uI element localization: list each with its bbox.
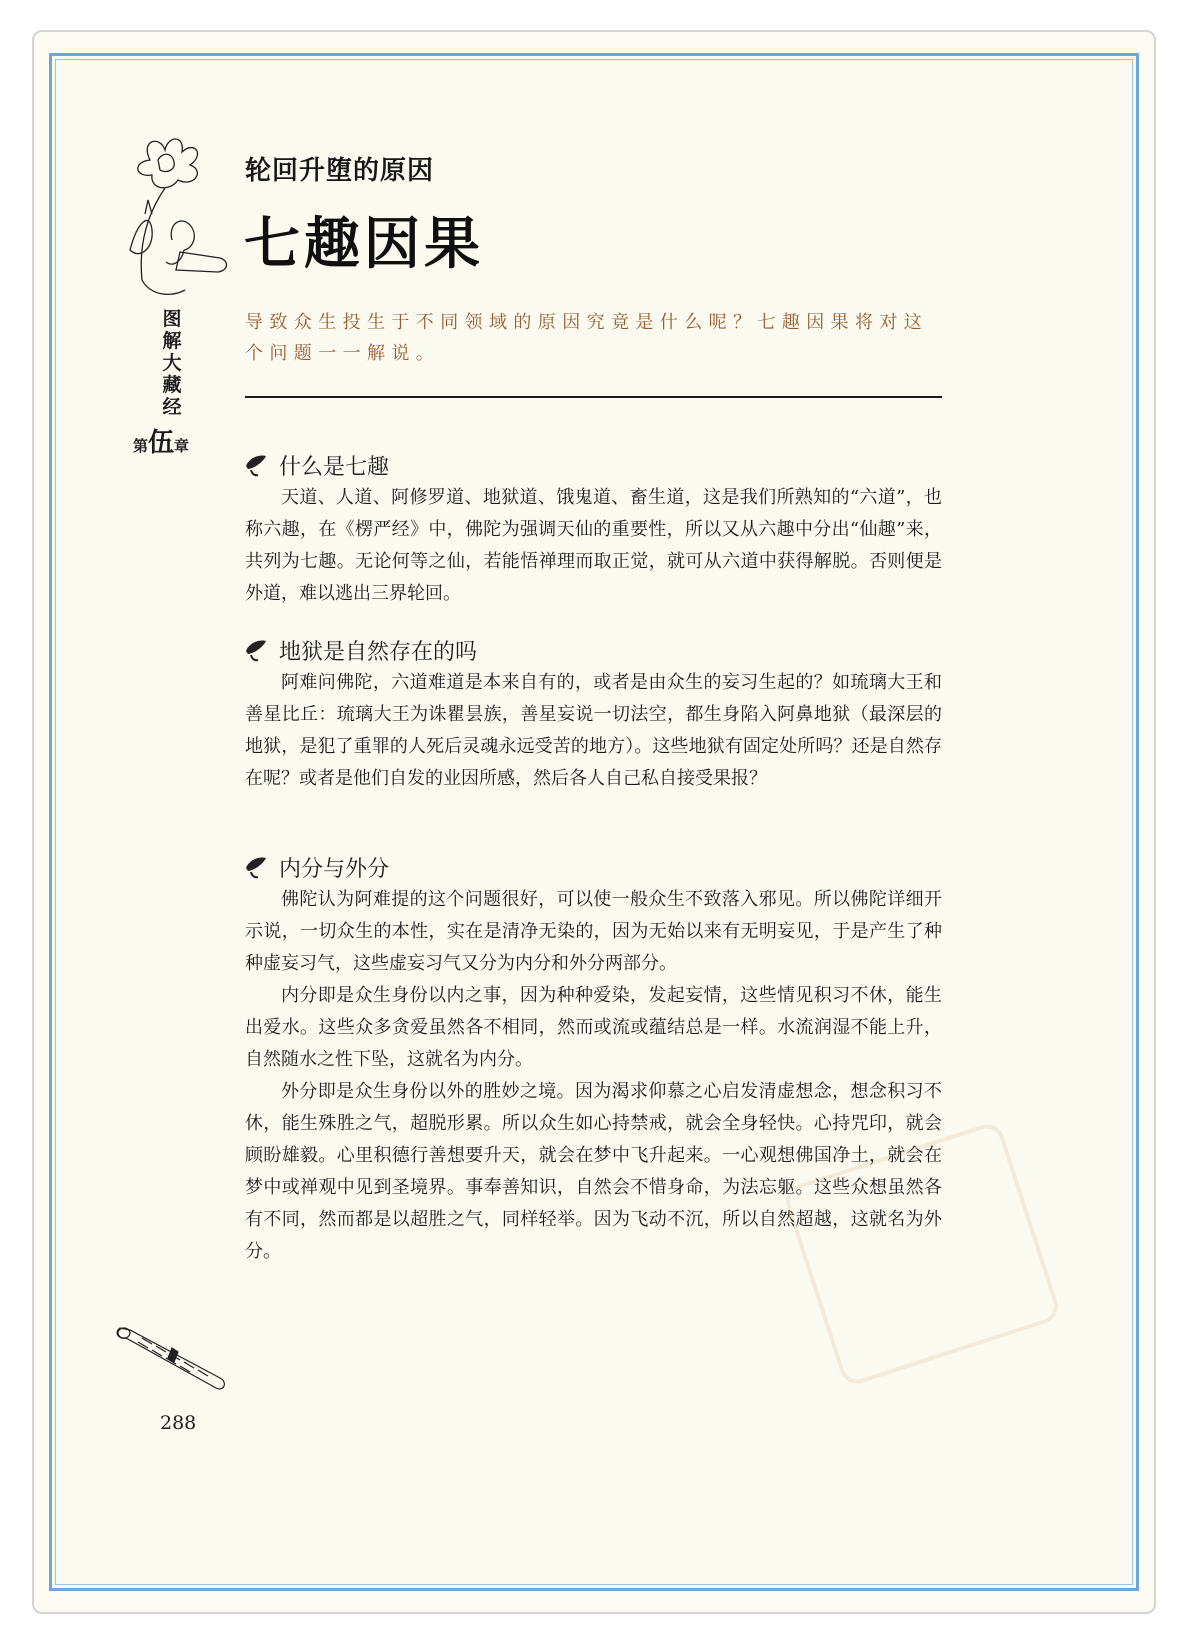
section-heading-text: 什么是七趣 [279, 454, 390, 480]
section-heading-what-is-seven-destinies [243, 449, 389, 481]
page-number: 288 [160, 1412, 197, 1434]
brush-icon [243, 452, 269, 478]
paragraph: 阿难问佛陀，六道难道是本来自有的，或者是由众生的妄习生起的？如琉璃大王和善星比丘：琉璃大王为诛瞿昙族，善星妄说一切法空，都生身陷入阿鼻地狱（最深层的地狱，是犯了重罪的人死后灵魂永远受苦的地方）。这些地狱有固定处所吗？还是自然存在呢？或者是他们自发的业因所感，然后各人自己私自接受果报？ [245, 672, 942, 789]
section-heading-inner-outer [243, 851, 389, 883]
chapter-tag: 第伍章 [133, 428, 190, 458]
paragraph: 外分即是众生身份以外的胜妙之境。因为渴求仰慕之心启发清虚想念，想念积习不休，能生殊胜之气，超脱形累。所以众生如心持禁戒，就会全身轻快。心持咒印，就会顾盼雄毅。心里积德行善想要升天，就会在梦中飞升起来。一心观想佛国净土，就会在梦中或禅观中见到圣境界。事奉善知识，自然会不惜身命，为法忘躯。这些众想虽然各有不同，然而都是以超胜之气，同样轻举。因为飞动不沉，所以自然超越，这就名为外分。 [245, 1081, 942, 1262]
paragraph: 天道、人道、阿修罗道、地狱道、饿鬼道、畜生道，这是我们所熟知的“六道”，也称六趣，在《楞严经》中，佛陀为强调天仙的重要性，所以又从六趣中分出“仙趣”来，共列为七趣。无论何等之仙，若能悟禅理而取正觉，就可从六道中获得解脱。否则便是外道，难以逃出三界轮回。 [245, 487, 942, 604]
section-body [245, 482, 942, 610]
section-heading-is-hell-natural [243, 634, 477, 666]
paragraph: 内分即是众生身份以内之事，因为种种爱染，发起妄情，这些情见积习不休，能生出爱水。这些众多贪爱虽然各不相同，然而或流或蕴结总是一样。水流润湿不能上升，自然随水之性下坠，这就名为内分。 [245, 985, 942, 1070]
paragraph: 佛陀认为阿难提的这个问题很好，可以使一般众生不致落入邪见。所以佛陀详细开示说，一切众生的本性，实在是清净无染的，因为无始以来有无明妄见，于是产生了种种虚妄习气，这些虚妄习气又分为内分和外分两部分。 [245, 889, 942, 974]
brush-icon [243, 854, 269, 880]
section-heading-text: 地狱是自然存在的吗 [279, 639, 478, 665]
lotus-figure-illustration [110, 130, 240, 300]
page-subtitle: 轮回升堕的原因 [245, 156, 435, 186]
scroll-illustration [112, 1318, 232, 1398]
page-title: 七趣因果 [244, 211, 484, 277]
section-body [245, 884, 942, 1268]
section-body [245, 667, 942, 795]
intro-text: 导致众生投生于不同领域的原因究竟是什么呢？七趣因果将对这个问题一一解说。 [245, 312, 929, 364]
divider-rule [245, 396, 942, 398]
brush-icon [243, 637, 269, 663]
section-heading-text: 内分与外分 [279, 856, 390, 882]
series-title-vertical: 图 解 大 藏 经 [162, 308, 182, 418]
